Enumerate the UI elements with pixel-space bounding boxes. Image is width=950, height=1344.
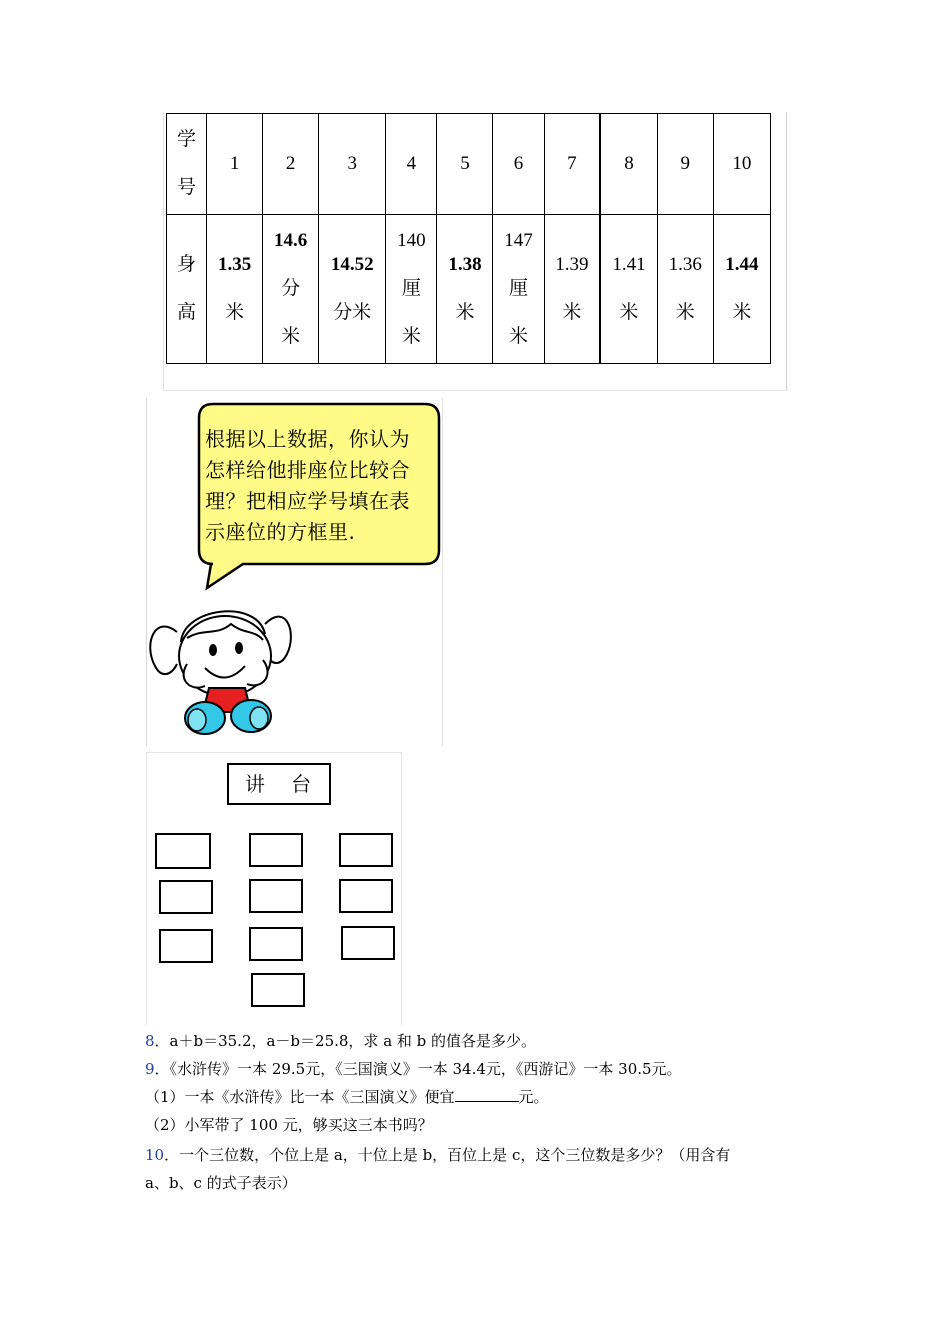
height-unit: 米	[281, 326, 301, 347]
height-value: 14.52	[330, 254, 374, 275]
height-cell	[263, 215, 319, 364]
height-value: 147	[504, 230, 533, 251]
number-cell: 7	[544, 114, 600, 215]
question-10-continued	[145, 1172, 297, 1193]
height-unit: 米	[455, 302, 475, 323]
height-cell	[386, 215, 437, 364]
number-cell: 1	[207, 114, 263, 215]
height-cell	[493, 215, 544, 364]
number-cell: 5	[437, 114, 493, 215]
question-text: （1）一本《水浒传》比一本《三国演义》便宜	[145, 1088, 455, 1106]
answer-blank[interactable]	[455, 1087, 519, 1102]
height-value: 1.39	[555, 254, 589, 275]
height-value: 1.38	[448, 254, 482, 275]
height-unit: 米	[675, 302, 695, 323]
seat-box[interactable]	[159, 929, 213, 963]
question-text: ．a＋b＝35.2，a－b＝25.8，求 a 和 b 的值各是多少。	[154, 1032, 537, 1050]
height-value: 14.6	[274, 230, 308, 251]
height-unit: 分	[281, 278, 301, 299]
label-char: 高	[177, 302, 197, 323]
question-10	[145, 1144, 730, 1165]
number-cell: 3	[319, 114, 386, 215]
height-value: 1.35	[217, 254, 252, 275]
question-9	[145, 1058, 682, 1079]
height-value: 140	[397, 230, 426, 251]
question-text: ．《水浒传》一本 29.5元，《三国演义》一本 34.4元，《西游记》一本 30.5元。	[154, 1060, 682, 1078]
height-cell	[713, 215, 770, 364]
height-cell	[207, 215, 263, 364]
girl-illustration	[147, 594, 307, 744]
seat-box[interactable]	[341, 926, 395, 960]
seat-box[interactable]	[155, 833, 211, 869]
bubble-line: 根据以上数据，你认为	[205, 427, 410, 451]
height-table-frame	[163, 112, 787, 391]
question-8	[145, 1030, 536, 1051]
question-text: （2）小军带了 100 元，够买这三本书吗？	[145, 1116, 433, 1134]
height-value: 1.41	[612, 254, 646, 275]
height-cell	[657, 215, 713, 364]
cartoon-panel	[146, 398, 443, 746]
seat-box[interactable]	[251, 973, 305, 1007]
seat-box[interactable]	[339, 879, 393, 913]
seat-box[interactable]	[339, 833, 393, 867]
height-unit: 厘	[509, 278, 529, 299]
number-cell: 4	[386, 114, 437, 215]
seat-box[interactable]	[159, 880, 213, 914]
height-table	[166, 113, 771, 364]
height-unit: 米	[401, 326, 421, 347]
question-suffix: 元。	[518, 1088, 549, 1106]
number-cell: 8	[600, 114, 657, 215]
bubble-text	[205, 424, 437, 548]
height-value: 1.44	[725, 254, 759, 275]
label-char: 身	[177, 254, 197, 275]
seat-box[interactable]	[249, 927, 303, 961]
seat-box[interactable]	[249, 879, 303, 913]
label-char: 号	[177, 177, 197, 198]
student-number-row	[167, 114, 771, 215]
podium-label: 讲 台	[227, 763, 331, 805]
question-number: 10	[145, 1146, 165, 1164]
question-text: ．一个三位数，个位上是 a，十位上是 b，百位上是 c，这个三位数是多少？（用含有	[164, 1146, 731, 1164]
height-cell	[544, 215, 600, 364]
question-9-part-2	[145, 1114, 433, 1135]
bubble-line: 怎样给他排座位比较合	[205, 458, 410, 482]
number-cell: 6	[493, 114, 544, 215]
height-value: 1.36	[668, 254, 702, 275]
height-row	[167, 215, 771, 364]
question-number: 8	[145, 1032, 155, 1050]
bubble-line: 理？把相应学号填在表	[205, 489, 410, 513]
number-cell: 2	[263, 114, 319, 215]
height-unit: 米	[619, 302, 639, 323]
height-unit: 厘	[401, 278, 421, 299]
height-unit: 分米	[333, 302, 372, 323]
height-unit: 米	[509, 326, 529, 347]
height-cell	[437, 215, 493, 364]
question-9-part-1	[145, 1086, 549, 1107]
seat-box[interactable]	[249, 833, 303, 867]
bubble-line: 示座位的方框里.	[205, 520, 356, 544]
number-cell: 9	[657, 114, 713, 215]
question-number: 9	[145, 1060, 155, 1078]
height-cell	[319, 215, 386, 364]
label-char: 学	[177, 129, 197, 150]
height-unit: 米	[225, 302, 245, 323]
height-label	[167, 215, 207, 364]
student-number-label	[167, 114, 207, 215]
height-unit: 米	[562, 302, 582, 323]
question-text: a、b、c 的式子表示）	[145, 1174, 297, 1192]
height-unit: 米	[732, 302, 752, 323]
number-cell: 10	[713, 114, 770, 215]
seating-chart	[146, 752, 402, 1025]
height-cell	[600, 215, 657, 364]
